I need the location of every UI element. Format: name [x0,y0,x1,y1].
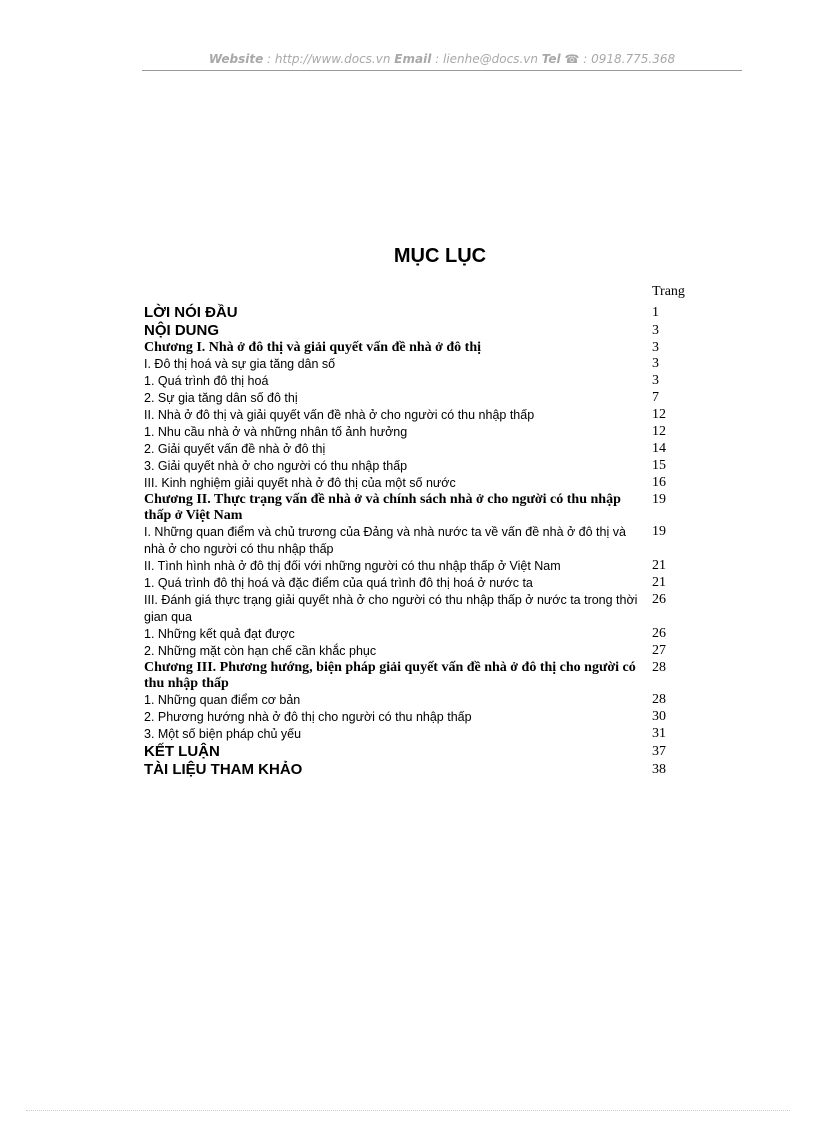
tel-value: : 0918.775.368 [579,52,676,66]
toc-entry-title: LỜI NÓI ĐẦU [144,304,238,321]
email-value: : lienhe@docs.vn [431,52,542,66]
header-rule [142,70,742,71]
tel-label: Tel [541,52,561,66]
phone-icon: ☎ [564,52,580,66]
toc-entry-page: 19 [652,524,666,539]
toc-entry-page: 26 [652,592,666,607]
toc-entry-page: 3 [652,356,659,371]
toc-entry-page: 19 [652,492,666,507]
toc-entry [144,304,704,322]
toc-entry [144,575,704,592]
toc-entry-page: 12 [652,424,666,439]
toc-entry [144,475,704,492]
page-title: MỤC LỤC [393,245,487,267]
footer-rule [26,1110,790,1111]
toc-entry-title: Chương II. Thực trạng vấn đề nhà ở và chính sách nhà ở cho người có thu nhập thấp ở Việt Nam [144,492,621,523]
toc-entry-title: 1. Những quan điểm cơ bản [144,693,301,707]
toc-entry-page: 21 [652,558,666,573]
toc-entry [144,626,704,643]
toc-entry-page: 28 [652,692,666,707]
toc-entry-page: 27 [652,643,666,658]
toc-entry [144,340,704,356]
toc-entry-page: 28 [652,660,666,675]
page-header [142,52,742,70]
toc-entry-title: 1. Những kết quả đạt được [144,627,295,641]
website-label: Website [208,52,264,66]
toc-entry-title: KẾT LUẬN [144,743,220,760]
toc-entry [144,558,704,575]
toc-entry-title: 1. Quá trình đô thị hoá và đặc điểm của quá trình đô thị hoá ở nước ta [144,576,533,590]
toc-entry-title: 2. Sự gia tăng dân số đô thị [144,391,298,405]
toc-entry [144,692,704,709]
toc-entry-page: 16 [652,475,666,490]
toc-entry-title: II. Tình hình nhà ở đô thị đối với những người có thu nhập thấp ở Việt Nam [144,559,561,573]
toc-entry-title: I. Những quan điểm và chủ trương của Đảng và nhà nước ta về vấn đề nhà ở đô thị và nhà ở cho người có thu nhập thấp [144,525,626,556]
toc-entry-page: 21 [652,575,666,590]
toc-entry [144,424,704,441]
toc-entry [144,322,704,340]
toc-entry-title: 1. Nhu cầu nhà ở và những nhân tố ảnh hưởng [144,425,408,439]
toc-entry [144,524,704,558]
toc-entry-title: I. Đô thị hoá và sự gia tăng dân số [144,357,336,371]
toc-entry [144,390,704,407]
toc-entry-page: 30 [652,709,666,724]
toc-entry [144,373,704,390]
toc-entry-page: 7 [652,390,659,405]
toc-entry-title: II. Nhà ở đô thị và giải quyết vấn đề nhà ở cho người có thu nhập thấp [144,408,535,422]
toc-entry [144,356,704,373]
toc-entry-page: 12 [652,407,666,422]
toc-entry-page: 3 [652,323,659,338]
toc-entry-title: 2. Phương hướng nhà ở đô thị cho người có thu nhập thấp [144,710,472,724]
toc-entry [144,441,704,458]
toc-entry-page: 37 [652,744,666,759]
toc-entry-title: III. Kinh nghiệm giải quyết nhà ở đô thị của một số nước [144,476,456,490]
toc-entry [144,709,704,726]
toc-entry-page: 3 [652,373,659,388]
toc-entry-title: 2. Giải quyết vấn đề nhà ở đô thị [144,442,326,456]
toc-entry-page: 38 [652,762,666,777]
toc-entry-page: 15 [652,458,666,473]
toc-entry [144,643,704,660]
toc-entry [144,660,704,692]
toc-entry-title: 3. Một số biện pháp chủ yếu [144,727,302,741]
toc-entry [144,743,704,761]
toc-entry-page: 3 [652,340,659,355]
toc-entry-title: 3. Giải quyết nhà ở cho người có thu nhập thấp [144,459,408,473]
page-column-label: Trang [652,284,685,299]
toc-entry-title: III. Đánh giá thực trạng giải quyết nhà ở cho người có thu nhập thấp ở nước ta trong thời gian qua [144,593,638,624]
toc-entry [144,726,704,743]
toc-entry-title: 2. Những mặt còn hạn chế cần khắc phục [144,644,377,658]
toc-entry-page: 1 [652,305,659,320]
toc-entry [144,492,704,524]
toc-entry [144,592,704,626]
toc-entry-title: Chương I. Nhà ở đô thị và giải quyết vấn đề nhà ở đô thị [144,340,482,355]
website-value: : http://www.docs.vn [263,52,395,66]
toc-entry-title: 1. Quá trình đô thị hoá [144,374,269,388]
toc-entry [144,761,704,779]
toc-entry-title: Chương III. Phương hướng, biện pháp giải quyết vấn đề nhà ở đô thị cho người có thu nhập thấp [144,660,636,691]
toc-entry-title: TÀI LIỆU THAM KHẢO [144,761,303,778]
toc-entry-page: 14 [652,441,666,456]
toc-entry-page: 31 [652,726,666,741]
email-label: Email [394,52,432,66]
table-of-contents [144,304,704,779]
toc-entry [144,458,704,475]
toc-entry [144,407,704,424]
toc-entry-title: NỘI DUNG [144,322,219,339]
toc-entry-page: 26 [652,626,666,641]
